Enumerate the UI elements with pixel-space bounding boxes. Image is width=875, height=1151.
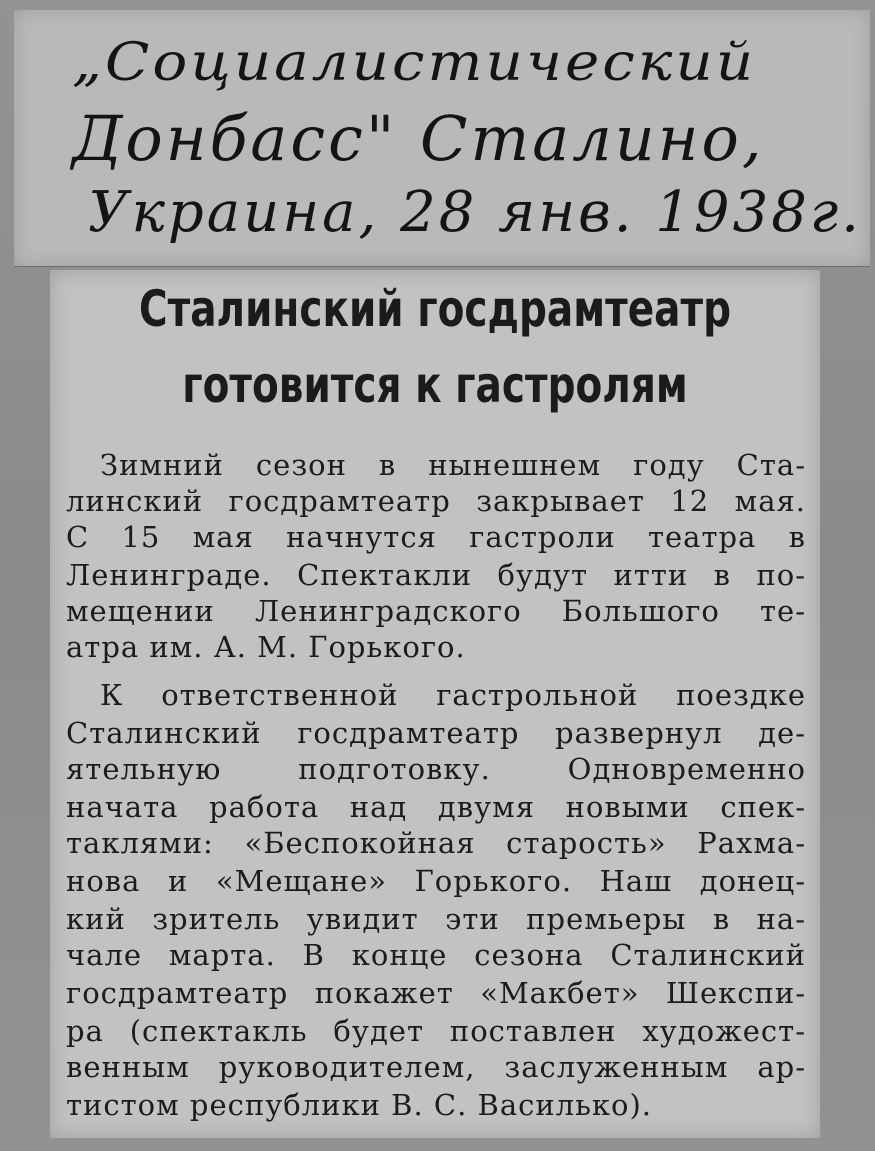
article-body-line: ра (спектакль будет поставлен художест- (66, 1014, 806, 1048)
handwritten-line-1: „Социалистический (72, 31, 757, 93)
article-body-line: кий зритель увидит эти премьеры в на- (66, 902, 806, 936)
article-body-line: начата работа над двумя новыми спек- (66, 790, 806, 824)
article-headline-line-2: готовится к гастролям (182, 356, 688, 414)
article-body-line: нова и «Мещане» Горького. Наш донец- (66, 864, 806, 898)
article-body-line: госдрамтеатр покажет «Макбет» Шекспи- (66, 976, 806, 1010)
article-body-line: тистом республики В. С. Василько). (66, 1088, 653, 1122)
article-body-line: С 15 мая начнутся гастроли театра в (66, 520, 806, 554)
handwritten-line-3: Украина, 28 янв. 1938г. (88, 180, 862, 245)
article-body-line: мещении Ленинградского Большого те- (66, 594, 806, 628)
handwritten-source-label (14, 10, 870, 266)
article-body-line: Сталинский госдрамтеатр развернул де- (66, 716, 806, 750)
article-body-line: Ленинграде. Спектакли будут итти в по- (66, 558, 806, 592)
article-body-line: ятельную подготовку. Одновременно (66, 752, 806, 786)
article-body-line: К ответственной гастрольной поездке (100, 678, 806, 712)
newspaper-clipping (50, 270, 820, 1138)
article-body-line: чале марта. В конце сезона Сталинский (66, 938, 806, 972)
article-body-line: таклями: «Беспокойная старость» Рахма- (66, 826, 806, 860)
article-headline-line-1: Сталинский госдрамтеатр (139, 280, 731, 338)
handwritten-line-2: Донбасс" Сталино, (72, 102, 765, 175)
article-body-line: венным руководителем, заслуженным ар- (66, 1050, 806, 1084)
article-body-line: линский госдрамтеатр закрывает 12 мая. (66, 484, 806, 518)
article-body-line: Зимний сезон в нынешнем году Ста- (100, 448, 806, 482)
article-body-line: атра им. А. М. Горького. (66, 630, 466, 664)
